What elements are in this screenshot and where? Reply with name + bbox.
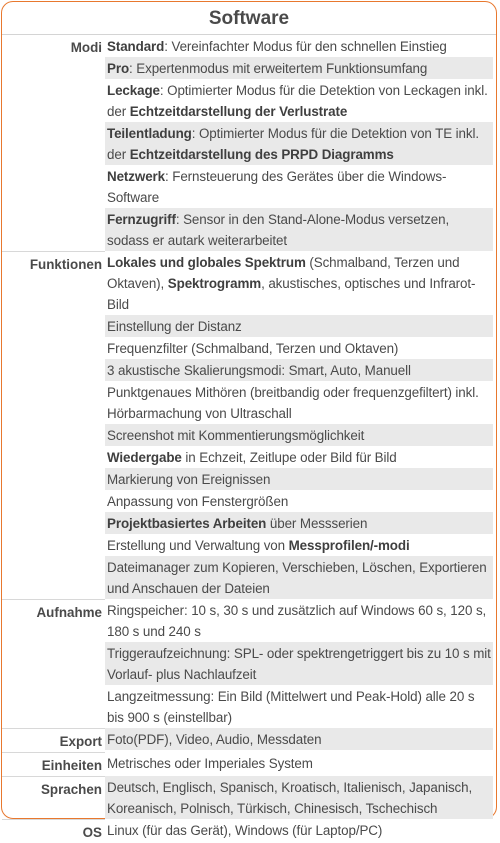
spec-group-label: Export: [2, 728, 105, 752]
spec-item: Deutsch, Englisch, Spanisch, Kroatisch, Italienisch, Japanisch, Koreanisch, Polnisch, Türkisch, Chinesisch, Tschechisch: [105, 776, 493, 819]
spec-group-label: Sprachen: [2, 776, 105, 819]
spec-group-label: Funktionen: [2, 251, 105, 599]
software-spec-card: [1, 1, 497, 840]
spec-item: Leckage: Optimierter Modus für die Detektion von Leckagen inkl. der Echtzeitdarstellung der Verlustrate: [107, 83, 488, 119]
spec-item: Standard: Vereinfachter Modus für den schnellen Einstieg: [107, 39, 447, 54]
spec-group-label: Aufnahme: [2, 599, 105, 728]
spec-group-funktionen: [2, 251, 496, 599]
spec-group-einheiten: [2, 752, 496, 776]
spec-item: Frequenzfilter (Schmalband, Terzen und Oktaven): [107, 341, 399, 356]
spec-item: Lokales und globales Spektrum (Schmalband, Terzen und Oktaven), Spektrogramm, akustisches, optisches und Infrarot-Bild: [107, 255, 476, 312]
spec-item: Projektbasiertes Arbeiten über Messserien: [105, 512, 493, 534]
spec-item: Triggeraufzeichnung: SPL- oder spektrengetriggert bis zu 10 s mit Vorlauf- plus Nachlaufzeit: [105, 642, 493, 685]
spec-item: Einstellung der Distanz: [105, 315, 493, 337]
spec-group-items: [105, 728, 496, 752]
spec-item: Anpassung von Fenstergrößen: [107, 494, 289, 509]
spec-item: Linux (für das Gerät), Windows (für Laptop/PC): [107, 823, 383, 838]
spec-group-items: [105, 599, 496, 728]
spec-group-items: [105, 819, 496, 843]
spec-table: [2, 35, 496, 843]
spec-item: Wiedergabe in Echzeit, Zeitlupe oder Bild für Bild: [107, 450, 397, 465]
spec-item: Screenshot mit Kommentierungsmöglichkeit: [105, 424, 493, 446]
spec-group-label: Einheiten: [2, 752, 105, 776]
spec-item: Netzwerk: Fernsteuerung des Gerätes über die Windows-Software: [107, 169, 447, 205]
spec-group-label: OS: [2, 819, 105, 843]
spec-item: Markierung von Ereignissen: [105, 468, 493, 490]
spec-group-modi: [2, 35, 496, 251]
spec-group-items: [105, 752, 496, 776]
spec-item: Langzeitmessung: Ein Bild (Mittelwert und Peak-Hold) alle 20 s bis 900 s (einstellbar): [107, 689, 475, 725]
spec-item: Dateimanager zum Kopieren, Verschieben, Löschen, Exportieren und Anschauen der Dateien: [105, 556, 493, 599]
spec-group-aufnahme: [2, 599, 496, 728]
spec-group-items: [105, 251, 496, 599]
spec-item: Foto(PDF), Video, Audio, Messdaten: [105, 728, 493, 750]
spec-group-label: Modi: [70, 40, 102, 55]
spec-item: Punktgenaues Mithören (breitbandig oder frequenzgefiltert) inkl. Hörbarmachung von Ultraschall: [107, 385, 479, 421]
spec-item: Metrisches oder Imperiales System: [107, 756, 313, 771]
spec-item: Fernzugriff: Sensor in den Stand-Alone-Modus versetzen, sodass er autark weiterarbeitet: [105, 208, 493, 251]
spec-item: Teilentladung: Optimierter Modus für die Detektion von TE inkl. der Echtzeitdarstellung des PRPD Diagramms: [105, 122, 493, 165]
spec-title: Software: [2, 2, 496, 35]
spec-group-sprachen: [2, 776, 496, 819]
spec-item: Erstellung und Verwaltung von Messprofilen/-modi: [107, 538, 410, 553]
spec-group-items: [105, 776, 496, 819]
spec-item: 3 akustische Skalierungsmodi: Smart, Auto, Manuell: [105, 359, 493, 381]
spec-item: Pro: Expertenmodus mit erweitertem Funktionsumfang: [105, 57, 493, 79]
spec-group-os: [2, 819, 496, 843]
spec-group-items: [105, 35, 496, 251]
spec-item: Ringspeicher: 10 s, 30 s und zusätzlich auf Windows 60 s, 120 s, 180 s und 240 s: [107, 603, 487, 639]
spec-group-export: [2, 728, 496, 752]
